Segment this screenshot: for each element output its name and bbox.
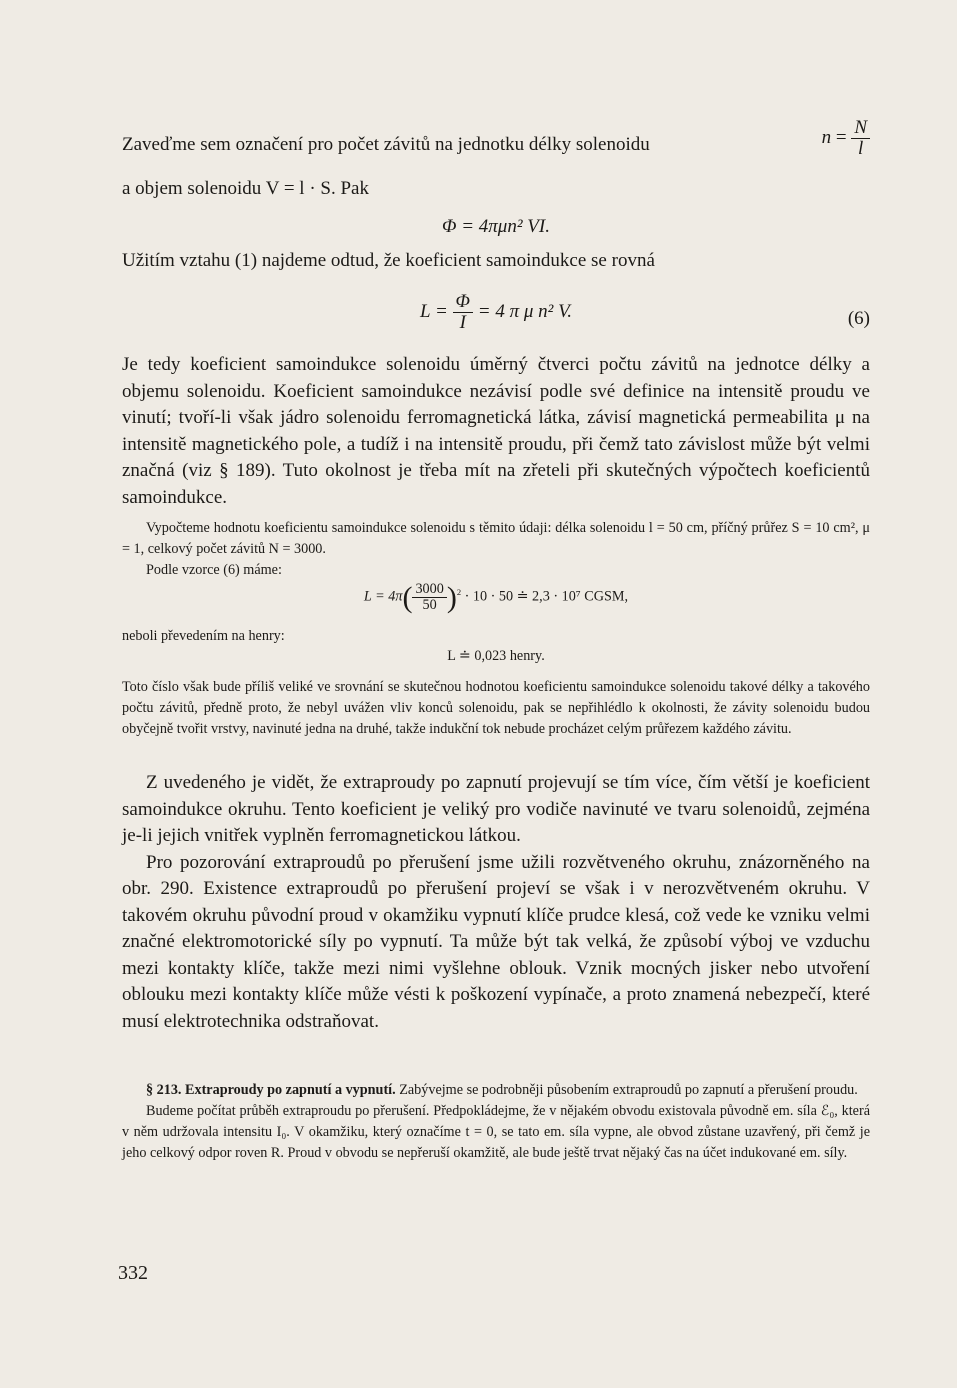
line-definition-n bbox=[122, 118, 870, 159]
fraction-N-over-l: $\frac{N}{l}$ bbox=[851, 118, 870, 159]
text-line: Užitím vztahu (1) najdeme odtud, že koeficient samoindukce se rovná bbox=[122, 250, 655, 271]
formula-n: n = $\frac{N}{l}$ bbox=[822, 118, 870, 159]
example-paragraph: Toto číslo však bude příliš veliké ve srovnání se skutečnou hodnotou koeficientu samoindukce solenoidu takové délky a takového počtu závitů, předně proto, že nebyl uvážen vliv konců solenoidu, pak se nepřihlédlo k okolnosti, že závity solenoidu budou obyčejně tvořit vrstvy, navinuté jedna na druhé, takže indukční tok nebude procházet celým průřezem každého závitu. bbox=[122, 679, 870, 737]
section-213 bbox=[122, 1080, 870, 1164]
example-line: Podle vzorce (6) máme: bbox=[146, 562, 282, 578]
equation-henry: L ≐ 0,023 henry. bbox=[447, 648, 545, 664]
paragraph: Z uvedeného je vidět, že extraproudy po zapnutí projevují se tím více, čím větší je koeficient samoindukce okruhu. Tento koeficient je veliký pro vodiče navinuté ve tvaru solenoidů, zejména je-li jejich vnitřek vyplněn ferromagnetickou látkou. bbox=[122, 772, 870, 846]
text-line: Zaveďme sem označení pro počet závitů na jednotku délky solenoidu bbox=[122, 134, 650, 156]
section-heading: § 213. Extraproudy po zapnutí a vypnutí. bbox=[146, 1082, 396, 1098]
example-line: neboli převedením na henry: bbox=[122, 628, 285, 644]
equation-example: L = 4π( $\frac{3000}{50}$ )$^2$ · 10 · 50 ≐ 2,3 · 10⁷ CGSM, bbox=[363, 580, 629, 614]
equation-6: L = $\frac{\Phi}{I}$ = 4 π μ n² V. (6) bbox=[420, 291, 870, 333]
text-line: a objem solenoidu V = l · S. Pak bbox=[122, 178, 369, 199]
page-number: 332 bbox=[118, 1262, 148, 1284]
paragraph: Je tedy koeficient samoindukce solenoidu úměrný čtverci počtu závitů na jednotce délky a objemu solenoidu. Koeficient samoindukce nezávisí podle své definice na intensitě proudu ve vinutí; tvoří-li však jádro solenoidu ferromagnetická látka, závisí magnetická permeabilita μ na intensitě magnetického pole, a tudíž i na intensitě proudu, při čemž tato závislost může být velmi značná (viz § 189). Tuto okolnost je třeba mít na zřeteli při skutečných výpočtech koeficientů samoindukce. bbox=[122, 354, 870, 508]
section-text: Zabývejme se podrobněji působením extraproudů po zapnutí a přerušení proudu. bbox=[395, 1082, 858, 1098]
equation-number: (6) bbox=[847, 308, 870, 329]
section-paragraph: Budeme počítat průběh extraproudu po přerušení. Předpokládejme, že v nějakém obvodu existovala původně em. síla ℰ₀, která v něm udržovala intensitu I₀. V okamžiku, který označíme t = 0, se tato em. síla vypne, ale obvod zůstane uzavřený, při čemž je jeho celkový odpor roven R. Proud v obvodu se nepřeruší okamžitě, ale bude ještě trvat nějaký čas na účet indukované em. síly. bbox=[122, 1103, 870, 1161]
example-paragraph: Vypočteme hodnotu koeficientu samoindukce solenoidu s těmito údaji: délka solenoidu l = 50 cm, příčný průřez S = 10 cm², μ = 1, celkový počet závitů N = 3000. bbox=[122, 520, 870, 557]
paragraph: Pro pozorování extraproudů po přerušení jsme užili rozvětveného okruhu, znázorněného na obr. 290. Existence extraproudů po přerušení projeví se však i v nerozvětveném okruhu. V takovém okruhu původní proud v okamžiku vypnutí klíče prudce klesá, což vede ke vzniku velmi značné elektromotorické síly po vypnutí. Ta může být tak velká, že způsobí výboj ve vzduchu mezi kontakty klíče, takže mezi nimi vyšlehne oblouk. Vznik mocných jisker nebo utvoření oblouku mezi kontakty klíče může vésti k poškození vypínače, a proto znamená nebezpečí, které musí elektrotechnika odstraňovat. bbox=[122, 851, 870, 1032]
equation-flux: Φ = 4πμn² VI. bbox=[442, 216, 550, 237]
